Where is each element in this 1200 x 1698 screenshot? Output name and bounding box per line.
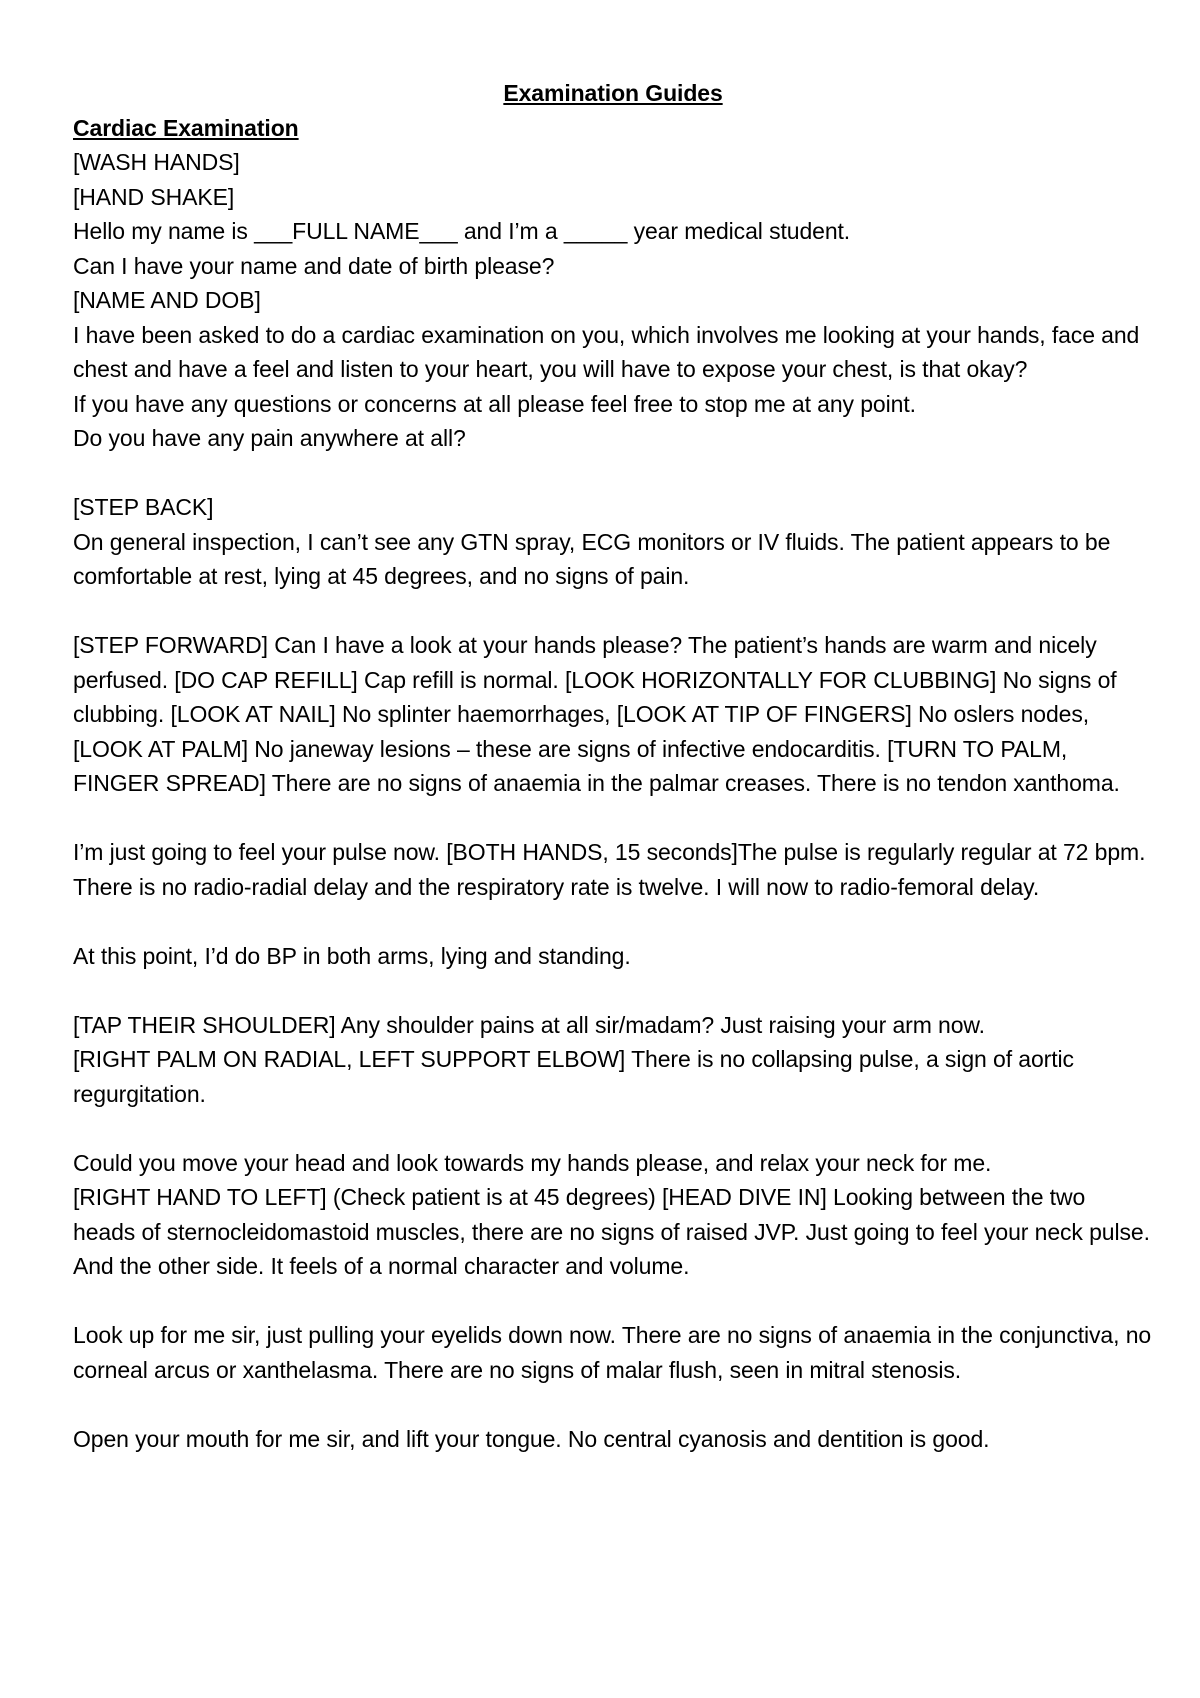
neck-line: Could you move your head and look towards my hands please, and relax your neck for me. <box>73 1149 992 1176</box>
greeting-line: Hello my name is ___FULL NAME___ and I’m a _____ year medical student. <box>73 218 851 244</box>
shoulder-line: [TAP THEIR SHOULDER] Any shoulder pains at all sir/madam? Just raising your arm now. <box>73 1011 985 1038</box>
pain-line: Do you have any pain anywhere at all? <box>73 425 466 451</box>
consent-paragraph: I have been asked to do a cardiac examination on you, which involves me looking at your hands, face and chest and have a feel and listen to your heart, you will have to expose your chest, is that okay? <box>73 321 1140 382</box>
eyes-paragraph: Look up for me sir, just pulling your eyelids down now. There are no signs of anaemia in the conjunctiva, no corneal arcus or xanthelasma. There are no signs of malar flush, seen in mitral stenosis. <box>73 1322 1152 1383</box>
spacer <box>73 904 1153 939</box>
spacer <box>73 973 1153 1008</box>
bp-paragraph: At this point, I’d do BP in both arms, lying and standing. <box>73 942 631 969</box>
instruction-wash-hands: [WASH HANDS] <box>73 149 240 175</box>
instruction-name-dob: [NAME AND DOB] <box>73 287 261 313</box>
pulse-paragraph: I’m just going to feel your pulse now. [BOTH HANDS, 15 seconds]The pulse is regularly regular at 72 bpm. There is no radio-radial delay and the respiratory rate is twelve. I will now to radio-femoral delay. <box>73 839 1146 900</box>
instruction-hand-shake: [HAND SHAKE] <box>73 183 235 210</box>
spacer <box>73 594 1153 629</box>
general-inspection-paragraph: On general inspection, I can’t see any GTN spray, ECG monitors or IV fluids. The patient appears to be comfortable at rest, lying at 45 degrees, and no signs of pain. <box>73 528 1111 589</box>
document-title: Examination Guides <box>503 80 723 106</box>
jvp-paragraph: [RIGHT HAND TO LEFT] (Check patient is at 45 degrees) [HEAD DIVE IN] Looking between the two heads of sternocleidomastoid muscles, there are no signs of raised JVP. Just going to feel your neck pulse. And the other side. It feels of a normal character and volume. <box>73 1184 1150 1279</box>
questions-line: If you have any questions or concerns at all please feel free to stop me at any point. <box>73 390 916 417</box>
spacer <box>73 801 1153 836</box>
document-page <box>73 76 1153 1456</box>
spacer <box>73 456 1153 491</box>
section-title: Cardiac Examination <box>73 114 299 141</box>
hands-paragraph: [STEP FORWARD] Can I have a look at your hands please? The patient’s hands are warm and nicely perfused. [DO CAP REFILL] Cap refill is normal. [LOOK HORIZONTALLY FOR CLUBBING] No signs of clubbing. [LOOK AT NAIL] No splinter haemorrhages, [LOOK AT TIP OF FINGERS] No oslers nodes, [LOOK AT PALM] No janeway lesions – these are signs of infective endocarditis. [TURN TO PALM, FINGER SPREAD] There are no signs of anaemia in the palmar creases. There is no tendon xanthoma. <box>73 632 1120 796</box>
instruction-step-back: [STEP BACK] <box>73 494 214 520</box>
spacer <box>73 1111 1153 1146</box>
name-dob-question: Can I have your name and date of birth please? <box>73 252 555 279</box>
collapsing-pulse-paragraph: [RIGHT PALM ON RADIAL, LEFT SUPPORT ELBOW] There is no collapsing pulse, a sign of aortic regurgitation. <box>73 1046 1074 1107</box>
mouth-paragraph: Open your mouth for me sir, and lift your tongue. No central cyanosis and dentition is good. <box>73 1425 990 1452</box>
spacer <box>73 1387 1153 1422</box>
spacer <box>73 1284 1153 1319</box>
